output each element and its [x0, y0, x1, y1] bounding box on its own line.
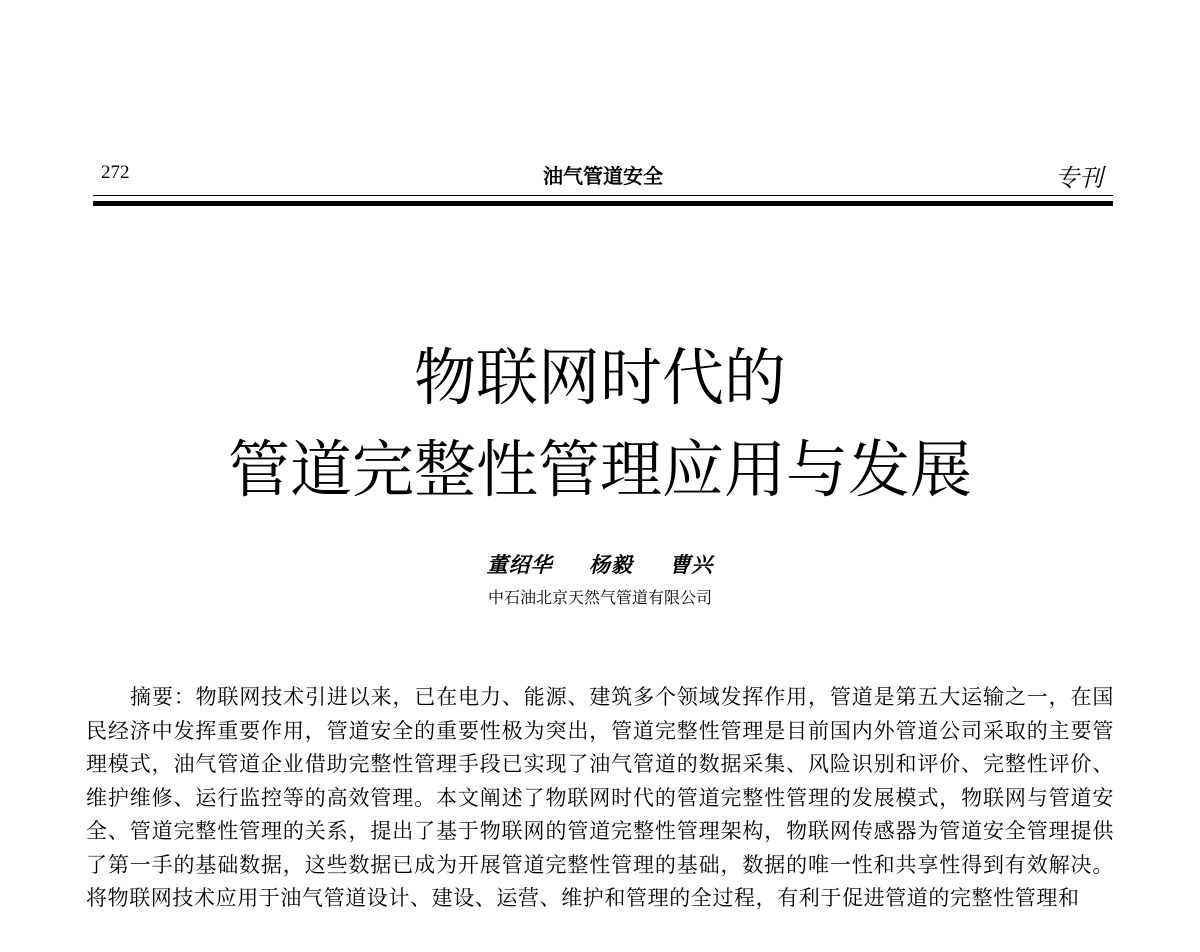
issue-label: 专刊 — [1055, 164, 1103, 192]
article-title-line-2: 管道完整性管理应用与发展 — [227, 433, 972, 506]
abstract-paragraph: 摘要：物联网技术引进以来，已在电力、能源、建筑多个领域发挥作用，管道是第五大运输之一，在国民经济中发挥重要作用，管道安全的重要性极为突出，管道完整性管理是目前国内外管道公司采取的主要管理模式，油气管道企业借助完整性管理手段已实现了油气管道的数据采集、风险识别和评价、完整性评价、维护维修、运行监控等的高效管理。本文阐述了物联网时代的管道完整性管理的发展模式，物联网与管道安全、管道完整性管理的关系，提出了基于物联网的管道完整性管理架构，物联网传感器为管道安全管理提供了第一手的基础数据，这些数据已成为开展管道完整性管理的基础，数据的唯一性和共享性得到有效解决。将物联网技术应用于油气管道设计、建设、运营、维护和管理的全过程，有利于促进管道的完整性管理和 — [86, 685, 1114, 910]
journal-name: 油气管道安全 — [543, 164, 663, 188]
page-number: 272 — [101, 162, 130, 183]
running-header — [93, 158, 1113, 190]
author-name: 董绍华 — [486, 552, 553, 577]
author-name: 曹兴 — [669, 552, 714, 577]
author-name: 杨毅 — [589, 552, 633, 577]
article-title-line-1: 物联网时代的 — [413, 341, 786, 414]
header-rule-thick — [93, 201, 1113, 206]
header-rule-thin — [93, 195, 1113, 196]
author-affiliation: 中石油北京天然气管道有限公司 — [487, 588, 712, 607]
author-list — [0, 549, 1200, 579]
